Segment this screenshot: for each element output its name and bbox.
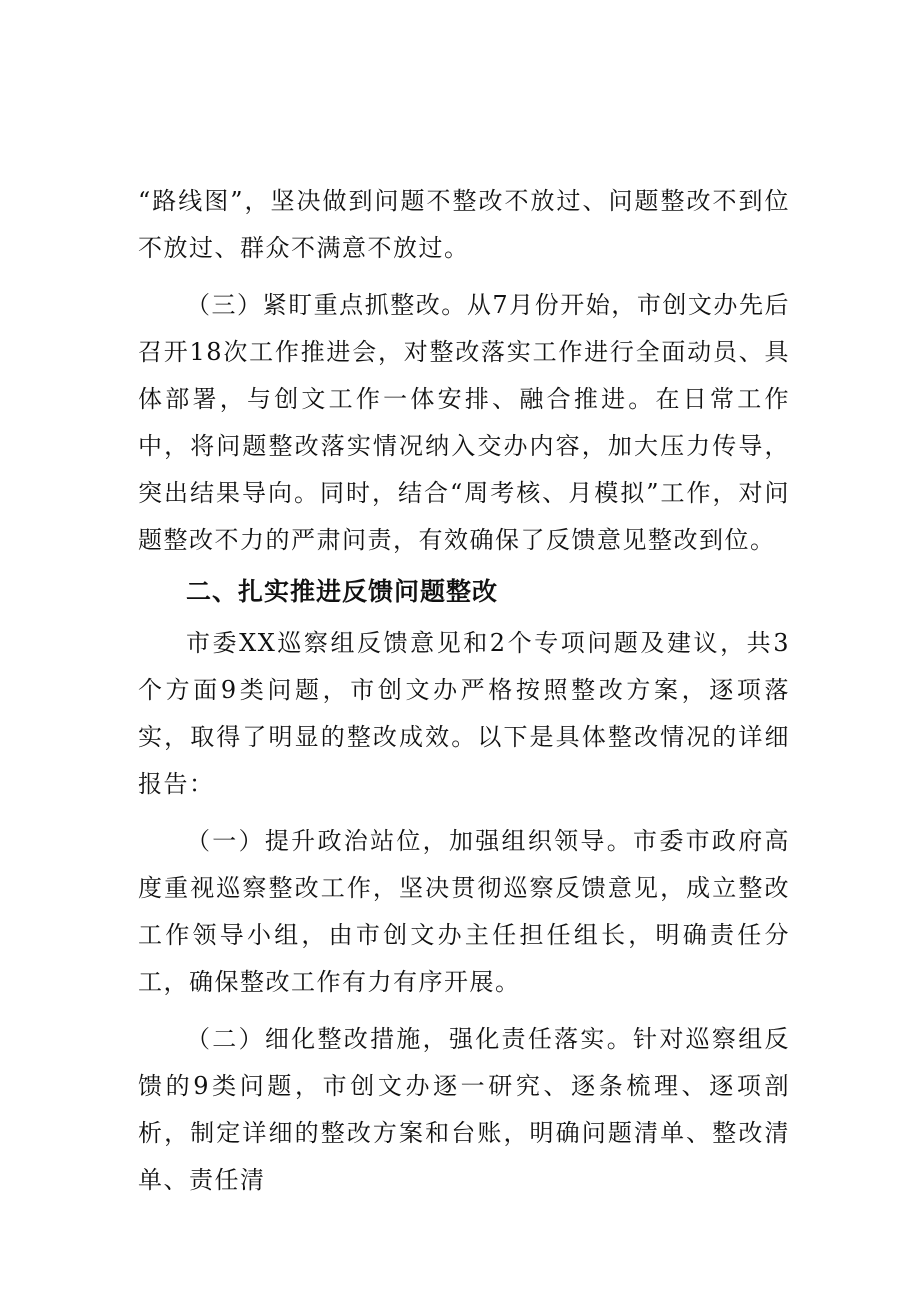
paragraph-item-two: （二）细化整改措施，强化责任落实。针对巡察组反馈的9类问题，市创文办逐一研究、逐条梳理、逐项剖析，制定详细的整改方案和台账，明确问题清单、整改清单、责任清 <box>138 1025 790 1194</box>
paragraph-continuation: “路线图”，坚决做到问题不整改不放过、问题整改不到位不放过、群众不满意不放过。 <box>138 187 790 262</box>
paragraph-item-one: （一）提升政治站位，加强组织领导。市委市政府高度重视巡察整改工作，坚决贯彻巡察反馈意见，成立整改工作领导小组，由市创文办主任担任组长，明确责任分工，确保整改工作有力有序开展。 <box>138 827 790 996</box>
section-heading: 二、扎实推进反馈问题整改 <box>186 577 499 606</box>
paragraph-item-three: （三）紧盯重点抓整改。从7月份开始，市创文办先后召开18次工作推进会，对整改落实工作进行全面动员、具体部署，与创文工作一体安排、融合推进。在日常工作中，将问题整改落实情况纳入交办内容，加大压力传导，突出结果导向。同时，结合“周考核、月模拟”工作，对问题整改不力的严肃问责，有效确保了反馈意见整改到位。 <box>138 291 790 554</box>
document-body <box>138 178 790 1204</box>
paragraph-section-intro: 市委XX巡察组反馈意见和2个专项问题及建议，共3个方面9类问题，市创文办严格按照整改方案，逐项落实，取得了明显的整改成效。以下是具体整改情况的详细报告： <box>138 629 790 798</box>
